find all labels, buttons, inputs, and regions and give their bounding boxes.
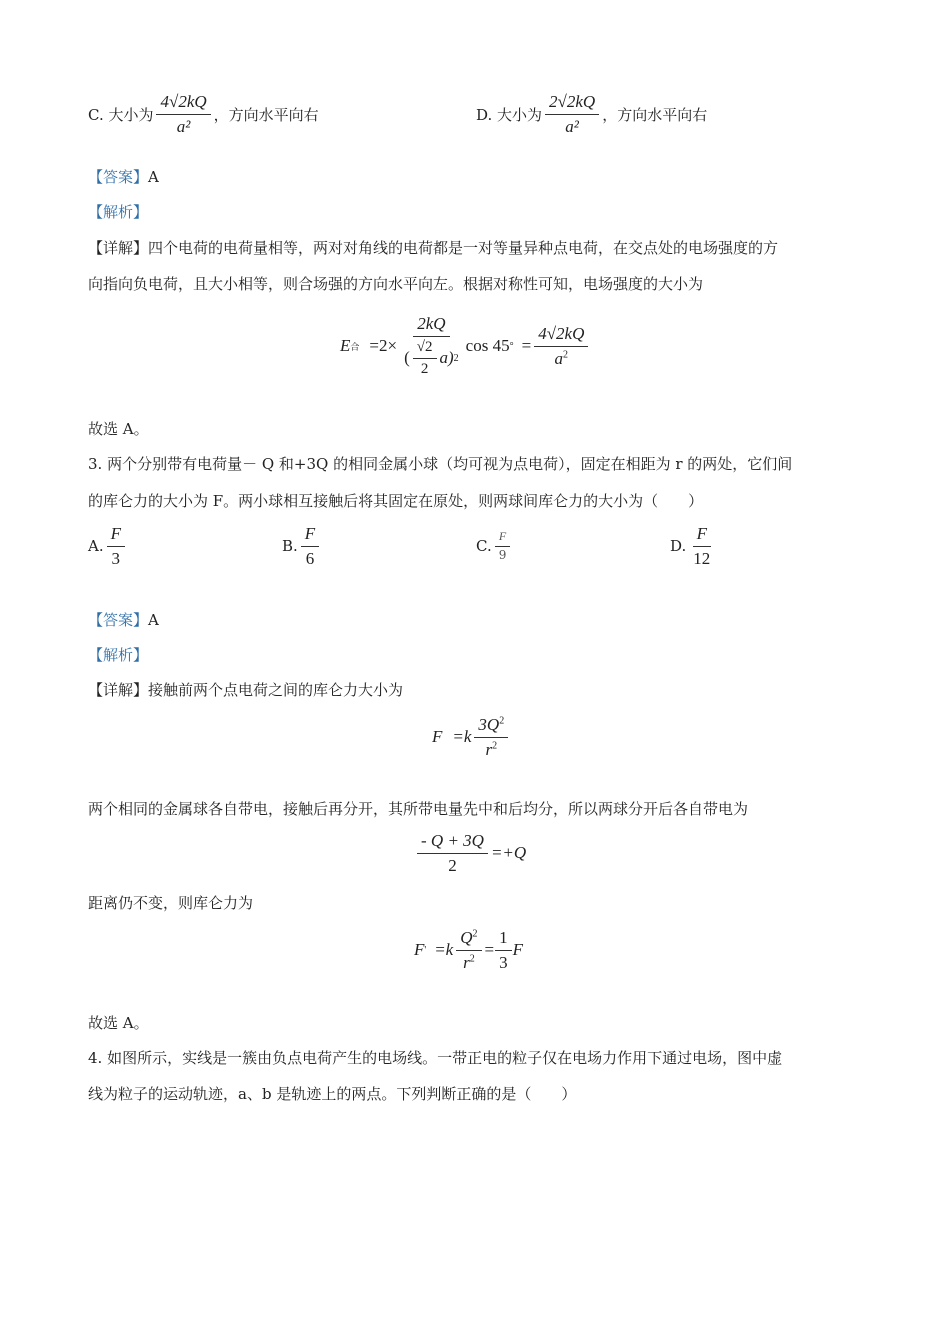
q2-formula-den1-rest: a): [439, 348, 454, 368]
q3-option-a-den: 3: [111, 548, 121, 568]
q3-option-a-label: A.: [88, 537, 104, 555]
q3-formula2-frac: [417, 831, 488, 875]
q2-formula-den2-sup: 2: [563, 348, 569, 360]
q3-formula3-rhs: F: [512, 940, 523, 959]
q2-option-c-numerator: 4√2kQ: [156, 92, 210, 115]
q3-option-b-label: B.: [282, 537, 298, 555]
q2-option-c-denominator: a²: [176, 116, 191, 136]
q2-option-c-fraction: [156, 92, 210, 136]
q2-formula-den1-inner-den: 2: [420, 360, 429, 377]
q3-formula3-frac: [456, 928, 481, 972]
q2-formula-eq2: =: [521, 336, 532, 355]
q3-answer-tag: 【答案】: [88, 611, 149, 629]
q3-formula2-num: - Q + 3Q: [417, 831, 488, 854]
q3-formula3-eq2: =: [484, 940, 495, 959]
q3-formula3-num-sup: 2: [472, 928, 478, 940]
q3-formula1-frac: [474, 715, 508, 759]
q2-formula-num1: 2kQ: [413, 314, 449, 337]
q2-detail-text1: 四个电荷的电荷量相等，两对对角线的电荷都是一对等量异种点电荷，在交点处的电场强度的方: [148, 239, 779, 257]
q3-formula1-num: 3Q: [478, 714, 500, 734]
q2-formula-lhs: E: [340, 336, 351, 355]
q3-formula3-eq: =k: [434, 940, 454, 959]
q3-analysis-tag: 【解析】: [88, 646, 149, 664]
q3-answer-value: A: [148, 611, 159, 629]
q2-option-d: [476, 84, 707, 144]
q3-formula1-den-sup: 2: [492, 739, 498, 751]
q3-option-a-fraction: [107, 524, 125, 568]
q2-option-d-denominator: a²: [565, 116, 579, 136]
q2-formula-den1-inner-frac: [413, 339, 437, 379]
q2-formula-den1-paren: (: [404, 348, 410, 368]
q2-answer-tag: 【答案】: [88, 168, 149, 186]
q3-formula1-num-wrap: [474, 715, 508, 738]
q3-formula3-den: r: [463, 952, 470, 972]
q2-detail-tag: 【详解】: [88, 239, 149, 257]
q3-option-d-num: F: [693, 524, 711, 547]
q3-conclusion: 故选 A。: [88, 1014, 149, 1032]
q2-option-d-numerator: 2√2kQ: [545, 92, 599, 115]
q3-formula2: [414, 826, 526, 880]
q2-formula-den1-inner-num: √2: [413, 339, 437, 359]
q2-option-d-fraction: [545, 92, 599, 136]
q2-formula-cos: cos 45: [465, 336, 510, 355]
q3-detail-line2: 两个相同的金属球各自带电，接触后再分开，其所带电量先中和后均分，所以两球分开后各自带电为: [88, 800, 749, 818]
q3-formula1: [432, 708, 511, 766]
q3-option-b-num: F: [301, 524, 319, 547]
q3-formula1-den-wrap: [482, 738, 502, 760]
q2-formula-frac2: [534, 324, 588, 368]
q2-formula-den2: a: [554, 348, 564, 368]
q3-option-c-den: 9: [498, 547, 507, 562]
q2-option-c-suffix: ，方向水平向右: [213, 105, 319, 124]
q3-formula1-lhs: F: [432, 727, 443, 746]
q2-option-d-suffix: ，方向水平向右: [602, 105, 708, 124]
q3-formula2-den: 2: [448, 855, 457, 875]
q3-option-d: [670, 520, 717, 572]
q3-detail-line1: [88, 679, 403, 700]
q3-stem-line2: 的库仑力的大小为 F。两小球相互接触后将其固定在原处，则两球间库仑力的大小为（ ）: [88, 492, 704, 510]
q3-formula3-lhs: F: [414, 940, 425, 959]
q3-option-b-den: 6: [305, 548, 315, 568]
q3-formula1-eq: =k: [452, 727, 472, 746]
q3-formula3-den-sup: 2: [469, 952, 475, 964]
q2-formula-den2-wrap: [551, 347, 573, 369]
q3-formula3-lhs-sup: ': [424, 944, 427, 956]
q2-detail-line1: [88, 237, 778, 258]
q3-detail-tag: 【详解】: [88, 681, 149, 699]
q3-option-c-num: F: [495, 530, 510, 547]
q3-stem-line1: 3. 两个分别带有电荷量－ Q 和+3Q 的相同金属小球（均可视为点电荷），固定在相距为 r 的两处，它们间: [88, 455, 793, 473]
q2-formula-lhs-sub: 合: [350, 341, 360, 352]
q3-formula3-third: [495, 928, 512, 972]
q2-formula-den1-sup: 2: [453, 352, 459, 364]
q3-answer: [88, 609, 159, 630]
q3-formula1-num-sup: 2: [499, 715, 505, 727]
q3-formula3-third-den: 3: [499, 952, 508, 972]
q3-option-c-label: C.: [476, 537, 492, 555]
q2-option-c: [88, 84, 319, 144]
q3-option-d-fraction: [689, 524, 714, 568]
q2-option-d-label: D. 大小为: [476, 105, 543, 124]
q2-formula-frac1: [400, 314, 463, 378]
q3-option-d-den: 12: [693, 548, 711, 568]
q2-formula-den1: [400, 337, 463, 379]
q3-option-c: [476, 520, 513, 572]
q4-stem-line2: 线为粒子的运动轨迹，a、b 是轨迹上的两点。下列判断正确的是（ ）: [88, 1085, 577, 1103]
q3-option-a-num: F: [107, 524, 125, 547]
q3-formula3-den-wrap: [459, 951, 479, 973]
q3-detail-text1: 接触前两个点电荷之间的库仑力大小为: [148, 681, 404, 699]
q2-analysis-tag: 【解析】: [88, 203, 149, 221]
q2-formula-eq1: =2×: [369, 336, 398, 355]
q2-formula-cos-sup: °: [509, 340, 514, 352]
q3-formula3: [414, 922, 523, 978]
q3-detail-line3: 距离仍不变，则库仑力为: [88, 894, 254, 912]
q3-option-a: [88, 520, 128, 572]
q2-formula: [340, 306, 591, 386]
q3-formula3-num: Q: [460, 927, 473, 947]
q3-formula1-den: r: [485, 739, 493, 759]
q2-answer: [88, 166, 159, 187]
q3-formula3-num-wrap: [456, 928, 481, 951]
q3-option-d-label: D.: [670, 537, 687, 555]
q3-option-c-fraction: [495, 530, 511, 563]
q4-stem-line1: 4. 如图所示，实线是一簇由负点电荷产生的电场线。一带正电的粒子仅在电场力作用下通过电场，图中虚: [88, 1049, 783, 1067]
q2-option-c-label: C. 大小为: [88, 105, 154, 124]
q2-detail-line2: 向指向负电荷，且大小相等，则合场强的方向水平向左。根据对称性可知，电场强度的大小为: [88, 275, 704, 293]
q3-formula2-rhs: =+Q: [490, 843, 527, 862]
q3-formula3-third-num: 1: [495, 928, 512, 951]
q3-option-b-fraction: [301, 524, 319, 568]
q3-option-b: [282, 520, 322, 572]
q2-formula-num2: 4√2kQ: [534, 324, 588, 347]
q2-answer-value: A: [148, 168, 159, 186]
q2-conclusion: 故选 A。: [88, 420, 149, 438]
